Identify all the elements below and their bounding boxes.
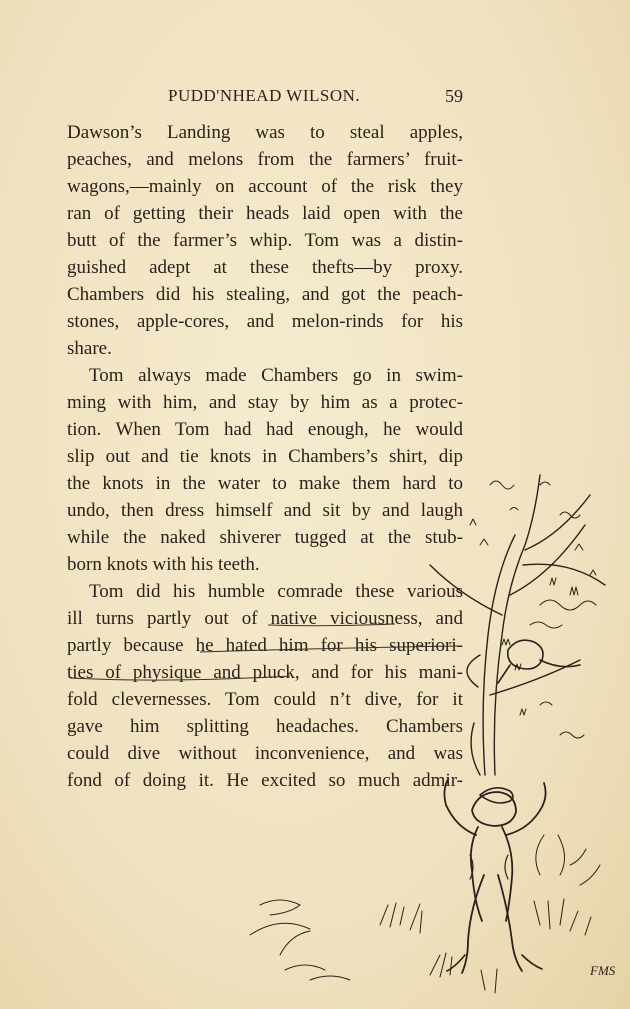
text-line: ming with him, and stay by him as a protec- (67, 392, 463, 413)
text-line: Tom did his humble comrade these various (89, 581, 463, 602)
running-title: PUDD'NHEAD WILSON. (168, 86, 361, 105)
text-line: Dawson’s Landing was to steal apples, (67, 122, 463, 143)
text-line: share. (67, 338, 112, 359)
text-line: ties of physique and pluck, and for his mani- (67, 662, 463, 683)
text-line: peaches, and melons from the farmers’ fruit- (67, 149, 463, 170)
text-line: partly because he hated him for his superiori- (67, 635, 463, 656)
text-line: wagons,—mainly on account of the risk they (67, 176, 463, 197)
text-line: tion. When Tom had had enough, he would (67, 419, 463, 440)
text-line: Chambers did his stealing, and got the peach- (67, 284, 463, 305)
text-line: Tom always made Chambers go in swim- (89, 365, 463, 386)
text-line: fond of doing it. He excited so much admir- (67, 770, 463, 791)
illustrator-signature: FMS (590, 963, 616, 978)
text-line: born knots with his teeth. (67, 554, 260, 575)
text-line: the knots in the water to make them hard to (67, 473, 463, 494)
page-number: 59 (445, 86, 463, 106)
text-line: stones, apple-cores, and melon-rinds for his (67, 311, 463, 332)
text-line: ill turns partly out of native viciousness, and (67, 608, 463, 629)
boy-climbing-tree-illustration (240, 455, 625, 1005)
text-line: butt of the farmer’s whip. Tom was a distin- (67, 230, 463, 251)
text-line: could dive without inconvenience, and was (67, 743, 463, 764)
text-line: while the naked shiverer tugged at the stub- (67, 527, 463, 548)
text-line: slip out and tie knots in Chambers’s shirt, dip (67, 446, 463, 467)
text-line: gave him splitting headaches. Chambers (67, 716, 463, 737)
text-line: fold clevernesses. Tom could n’t dive, for it (67, 689, 463, 710)
text-line: undo, then dress himself and sit by and laugh (67, 500, 463, 521)
text-line: ran of getting their heads laid open with the (67, 203, 463, 224)
text-line: guished adept at these thefts—by proxy. (67, 257, 463, 278)
